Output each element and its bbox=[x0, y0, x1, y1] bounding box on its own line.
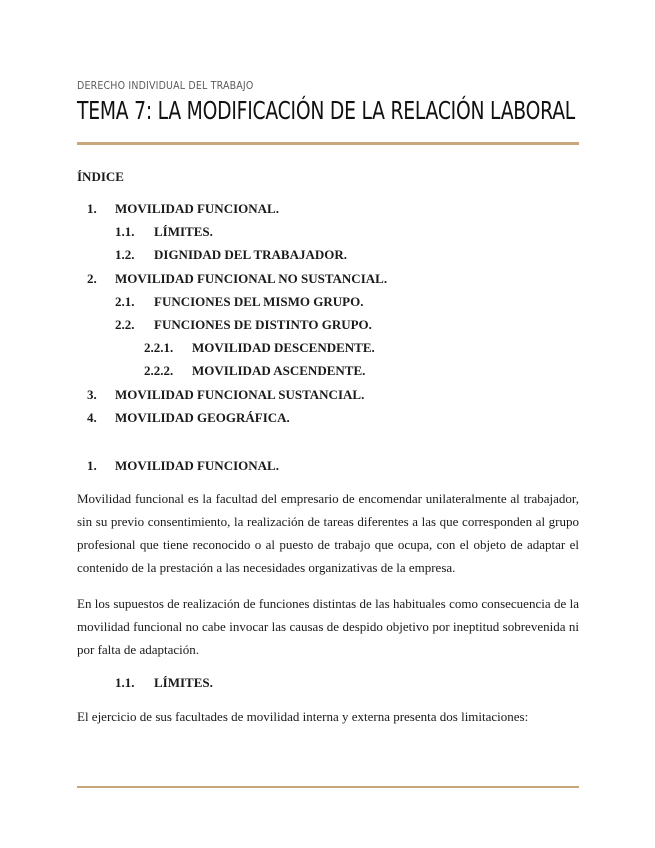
toc-item bbox=[77, 383, 579, 406]
toc-item-number: 2. bbox=[87, 270, 97, 286]
footer-divider bbox=[77, 786, 579, 788]
toc-item-text: FUNCIONES DEL MISMO GRUPO. bbox=[154, 293, 364, 309]
page-title: TEMA 7: LA MODIFICACIÓN DE LA RELACIÓN LABORAL bbox=[77, 96, 576, 125]
toc-item bbox=[77, 220, 579, 243]
toc-item-text: MOVILIDAD GEOGRÁFICA. bbox=[115, 409, 290, 425]
toc-item-text: FUNCIONES DE DISTINTO GRUPO. bbox=[154, 316, 372, 332]
toc-item-number: 3. bbox=[87, 386, 97, 402]
toc-item bbox=[77, 290, 579, 313]
subsection-number: 1.1. bbox=[115, 675, 135, 690]
toc-item-text: MOVILIDAD FUNCIONAL NO SUSTANCIAL. bbox=[115, 270, 388, 286]
toc-item bbox=[77, 336, 579, 359]
toc-item bbox=[77, 243, 579, 266]
toc-item-text: MOVILIDAD ASCENDENTE. bbox=[192, 363, 366, 379]
toc-item-number: 1.2. bbox=[115, 247, 135, 263]
toc-item-text: LÍMITES. bbox=[154, 224, 213, 240]
document-page bbox=[77, 0, 579, 848]
header-divider bbox=[77, 142, 579, 145]
toc-item-number: 2.2.1. bbox=[144, 340, 174, 356]
toc-item-text: MOVILIDAD FUNCIONAL. bbox=[115, 201, 279, 216]
table-of-contents bbox=[77, 197, 579, 429]
subject-header: DERECHO INDIVIDUAL DEL TRABAJO bbox=[77, 79, 254, 92]
toc-item bbox=[77, 313, 579, 336]
body-paragraph: En los supuestos de realización de funciones distintas de las habituales como consecuencia de la movilidad funcional no cabe invocar las causas de despido objetivo por ineptitud sobrevenida ni por falta de adaptación. bbox=[77, 596, 579, 657]
toc-item-text: MOVILIDAD FUNCIONAL SUSTANCIAL. bbox=[115, 386, 365, 402]
subsection-heading bbox=[77, 671, 579, 694]
toc-item-text: DIGNIDAD DEL TRABAJADOR. bbox=[154, 247, 347, 263]
toc-item bbox=[77, 406, 579, 429]
toc-item bbox=[77, 267, 579, 290]
section-number: 1. bbox=[87, 458, 97, 473]
toc-item bbox=[77, 359, 579, 382]
toc-item-number: 2.1. bbox=[115, 293, 135, 309]
index-label: ÍNDICE bbox=[77, 169, 124, 184]
subsection-title: LÍMITES. bbox=[154, 675, 213, 690]
body-paragraph: Movilidad funcional es la facultad del empresario de encomendar unilateralmente al trabajador, sin su previo consentimiento, la realización de tareas diferentes a las que corresponden al grupo profesional que tiene reconocido o al puesto de trabajo que ocupa, con el objeto de adaptar el contenido de la prestación a las necesidades organizativas de la empresa. bbox=[77, 491, 579, 575]
section-title: MOVILIDAD FUNCIONAL. bbox=[115, 458, 279, 473]
toc-item-number: 2.2. bbox=[115, 316, 135, 332]
toc-item-number: 2.2.2. bbox=[144, 363, 174, 379]
toc-item bbox=[77, 197, 579, 220]
section-heading bbox=[77, 454, 579, 477]
body-paragraph: El ejercicio de sus facultades de movilidad interna y externa presenta dos limitaciones: bbox=[77, 709, 529, 724]
toc-item-number: 1.1. bbox=[115, 224, 135, 240]
toc-item-number: 1. bbox=[87, 201, 97, 216]
toc-item-number: 4. bbox=[87, 409, 97, 425]
toc-item-text: MOVILIDAD DESCENDENTE. bbox=[192, 340, 375, 356]
